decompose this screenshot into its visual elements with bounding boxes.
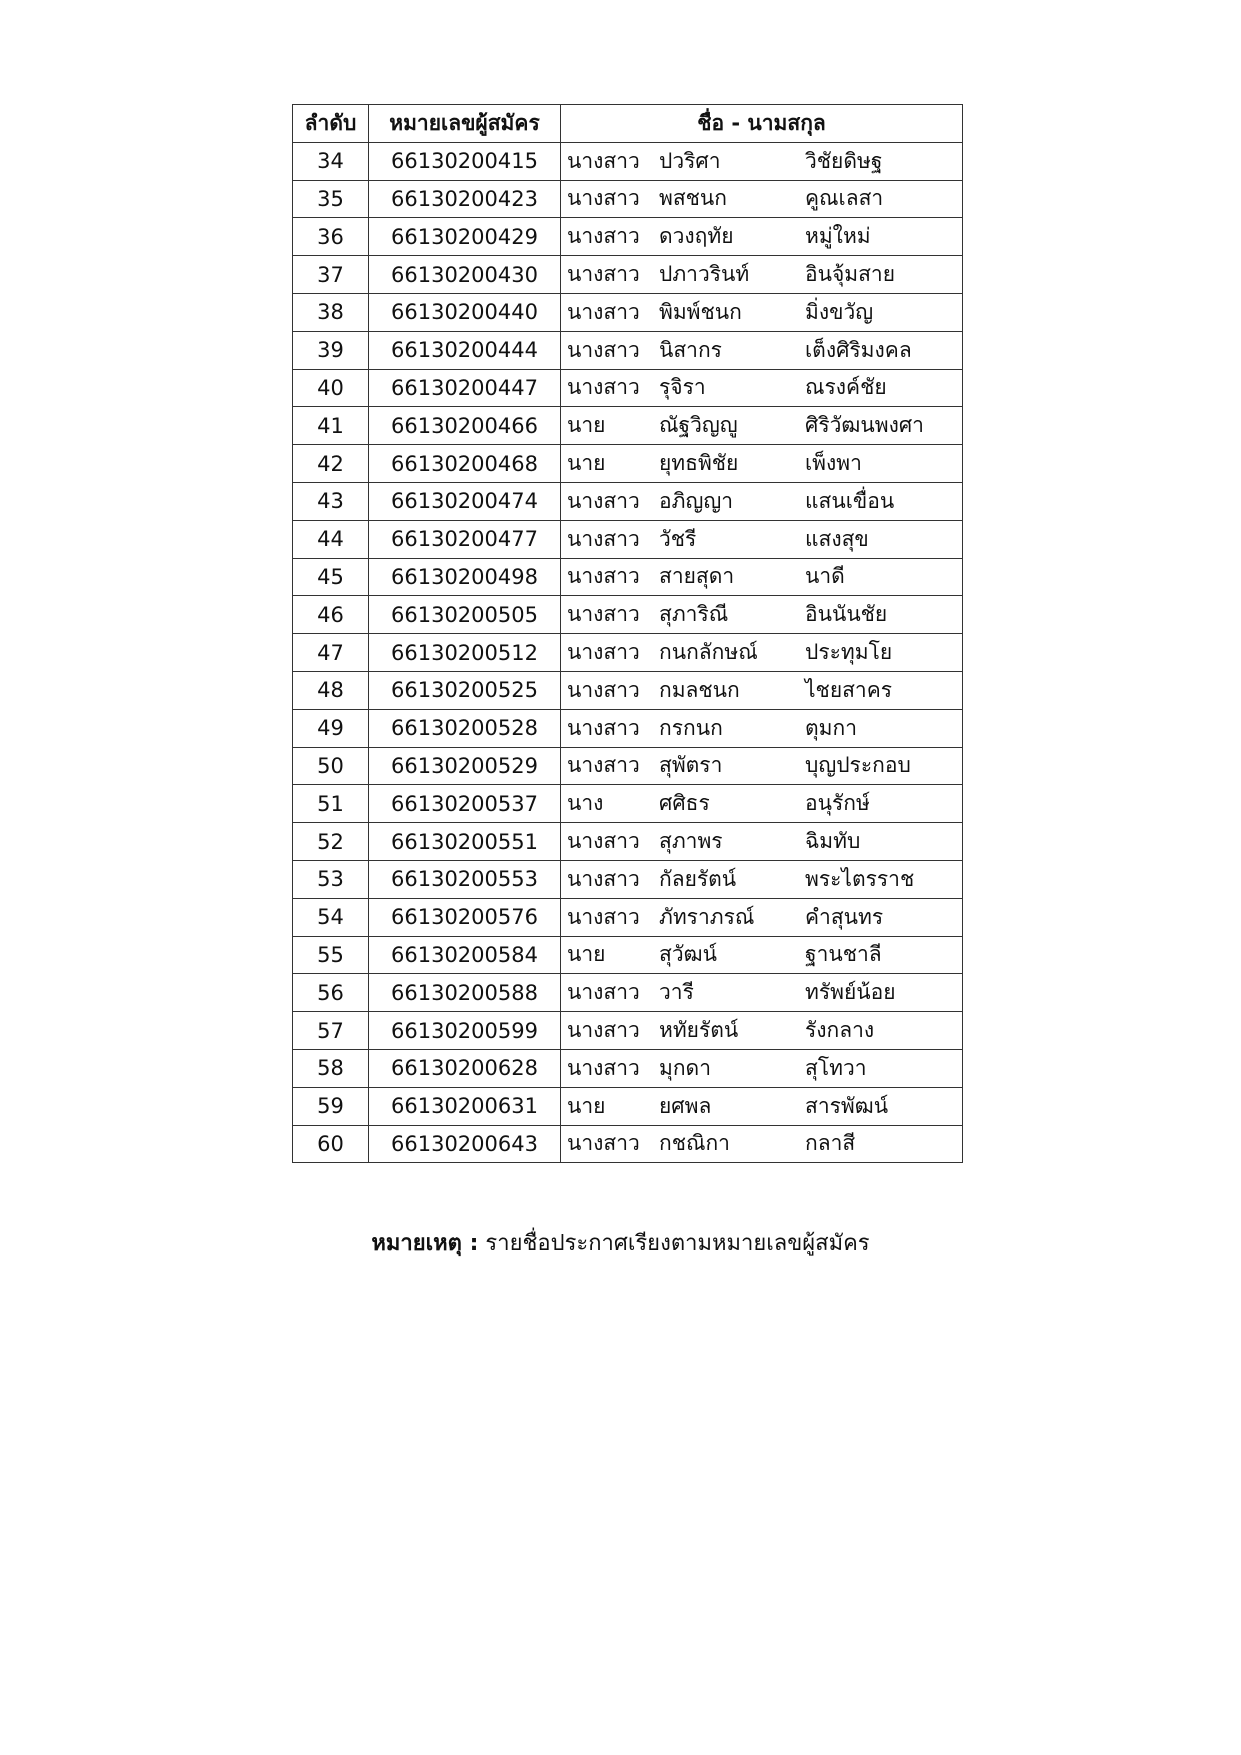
row-no: 37 (293, 256, 369, 294)
row-last-name: คำสุนทร (805, 904, 884, 929)
row-full-name (561, 1012, 963, 1050)
applicant-table (292, 104, 963, 1163)
remark (0, 1225, 1241, 1260)
row-first-name: ยศพล (659, 1093, 712, 1118)
header-full-name: ชื่อ - นามสกุล (561, 105, 963, 143)
row-first-name: ศศิธร (659, 791, 710, 816)
row-applicant-id: 66130200588 (369, 974, 561, 1012)
row-full-name (561, 709, 963, 747)
row-full-name (561, 634, 963, 672)
row-applicant-id: 66130200553 (369, 860, 561, 898)
remark-label: หมายเหตุ : (371, 1231, 479, 1256)
row-first-name: สุวัฒน์ (659, 942, 717, 967)
row-full-name (561, 936, 963, 974)
table-row (293, 634, 963, 672)
row-applicant-id: 66130200498 (369, 558, 561, 596)
row-applicant-id: 66130200429 (369, 218, 561, 256)
row-title: นาย (567, 942, 606, 967)
row-title: นางสาว (567, 1055, 640, 1080)
table-row (293, 482, 963, 520)
row-full-name (561, 1049, 963, 1087)
row-full-name (561, 369, 963, 407)
row-applicant-id: 66130200643 (369, 1125, 561, 1163)
row-first-name: สุภาพร (659, 829, 723, 854)
row-title: นางสาว (567, 866, 640, 891)
row-no: 54 (293, 898, 369, 936)
row-applicant-id: 66130200529 (369, 747, 561, 785)
row-first-name: มุกดา (659, 1055, 711, 1080)
row-no: 49 (293, 709, 369, 747)
row-last-name: ฐานชาลี (805, 942, 882, 967)
row-title: นาย (567, 1093, 606, 1118)
row-first-name: วัชรี (659, 526, 697, 551)
table-row (293, 142, 963, 180)
row-no: 39 (293, 331, 369, 369)
row-first-name: กรกนก (659, 715, 723, 740)
row-first-name: ปวริศา (659, 148, 721, 173)
row-no: 48 (293, 671, 369, 709)
row-first-name: พสชนก (659, 186, 727, 211)
row-no: 53 (293, 860, 369, 898)
row-first-name: สุภาริณี (659, 602, 729, 627)
row-no: 52 (293, 823, 369, 861)
row-full-name (561, 218, 963, 256)
row-last-name: รังกลาง (805, 1018, 875, 1043)
table-row (293, 520, 963, 558)
row-title: นางสาว (567, 564, 640, 589)
row-last-name: หมู่ใหม่ (805, 224, 871, 249)
row-title: นางสาว (567, 375, 640, 400)
row-title: นาง (567, 791, 604, 816)
table-row (293, 180, 963, 218)
row-title: นางสาว (567, 224, 640, 249)
table-row (293, 1125, 963, 1163)
table-row (293, 671, 963, 709)
row-last-name: อนุรักษ์ (805, 791, 870, 816)
row-applicant-id: 66130200466 (369, 407, 561, 445)
row-full-name (561, 180, 963, 218)
row-first-name: ภัทราภรณ์ (659, 904, 755, 929)
row-first-name: วารี (659, 980, 694, 1005)
row-full-name (561, 898, 963, 936)
row-title: นางสาว (567, 299, 640, 324)
row-no: 35 (293, 180, 369, 218)
row-no: 45 (293, 558, 369, 596)
row-last-name: วิชัยดิษฐ (805, 148, 883, 173)
row-last-name: ประทุมโย (805, 640, 893, 665)
row-title: นางสาว (567, 640, 640, 665)
row-last-name: พระไตรราช (805, 866, 915, 891)
row-applicant-id: 66130200512 (369, 634, 561, 672)
row-last-name: ณรงค์ชัย (805, 375, 887, 400)
row-full-name (561, 860, 963, 898)
row-applicant-id: 66130200628 (369, 1049, 561, 1087)
row-full-name (561, 974, 963, 1012)
row-last-name: เพ็งพา (805, 451, 862, 476)
header-no: ลำดับ (293, 105, 369, 143)
table-row (293, 1012, 963, 1050)
row-applicant-id: 66130200576 (369, 898, 561, 936)
row-first-name: นิสากร (659, 337, 722, 362)
table-header-row (293, 105, 963, 143)
row-full-name (561, 293, 963, 331)
row-full-name (561, 785, 963, 823)
row-no: 59 (293, 1087, 369, 1125)
row-applicant-id: 66130200440 (369, 293, 561, 331)
table-row (293, 1087, 963, 1125)
row-no: 51 (293, 785, 369, 823)
row-applicant-id: 66130200584 (369, 936, 561, 974)
table-row (293, 785, 963, 823)
row-applicant-id: 66130200444 (369, 331, 561, 369)
row-first-name: หทัยรัตน์ (659, 1018, 739, 1043)
row-first-name: อภิญญา (659, 488, 734, 513)
remark-text: รายชื่อประกาศเรียงตามหมายเลขผู้สมัคร (485, 1231, 870, 1256)
row-applicant-id: 66130200468 (369, 445, 561, 483)
row-no: 56 (293, 974, 369, 1012)
row-last-name: แสงสุข (805, 526, 869, 551)
row-first-name: สายสุดา (659, 564, 735, 589)
row-applicant-id: 66130200423 (369, 180, 561, 218)
row-first-name: สุพัตรา (659, 753, 723, 778)
row-first-name: กมลชนก (659, 677, 740, 702)
row-no: 55 (293, 936, 369, 974)
row-applicant-id: 66130200528 (369, 709, 561, 747)
row-applicant-id: 66130200599 (369, 1012, 561, 1050)
row-title: นางสาว (567, 186, 640, 211)
row-full-name (561, 1087, 963, 1125)
row-title: นางสาว (567, 1018, 640, 1043)
row-last-name: บุญประกอบ (805, 753, 911, 778)
row-title: นางสาว (567, 526, 640, 551)
row-full-name (561, 256, 963, 294)
row-no: 36 (293, 218, 369, 256)
row-last-name: คูณเลสา (805, 186, 884, 211)
row-full-name (561, 331, 963, 369)
table-row (293, 709, 963, 747)
table-row (293, 331, 963, 369)
row-applicant-id: 66130200537 (369, 785, 561, 823)
row-title: นางสาว (567, 337, 640, 362)
row-full-name (561, 445, 963, 483)
row-last-name: อินจุ้มสาย (805, 262, 896, 287)
table-row (293, 823, 963, 861)
row-no: 34 (293, 142, 369, 180)
row-applicant-id: 66130200415 (369, 142, 561, 180)
row-applicant-id: 66130200505 (369, 596, 561, 634)
row-no: 47 (293, 634, 369, 672)
row-no: 40 (293, 369, 369, 407)
table-row (293, 974, 963, 1012)
row-title: นางสาว (567, 677, 640, 702)
table-row (293, 936, 963, 974)
row-full-name (561, 671, 963, 709)
row-last-name: อินนันชัย (805, 602, 888, 627)
row-title: นางสาว (567, 1131, 640, 1156)
row-full-name (561, 596, 963, 634)
table-row (293, 218, 963, 256)
row-last-name: ฉิมทับ (805, 829, 861, 854)
row-no: 41 (293, 407, 369, 445)
row-first-name: พิมพ์ชนก (659, 299, 742, 324)
row-applicant-id: 66130200474 (369, 482, 561, 520)
header-applicant-id: หมายเลขผู้สมัคร (369, 105, 561, 143)
table-row (293, 747, 963, 785)
row-last-name: สุโทวา (805, 1055, 867, 1080)
row-title: นางสาว (567, 980, 640, 1005)
table-row (293, 256, 963, 294)
row-full-name (561, 482, 963, 520)
table-row (293, 369, 963, 407)
row-first-name: ณัฐวิญญู (659, 413, 738, 438)
row-last-name: กลาสี (805, 1131, 856, 1156)
row-applicant-id: 66130200631 (369, 1087, 561, 1125)
row-full-name (561, 558, 963, 596)
row-applicant-id: 66130200447 (369, 369, 561, 407)
row-first-name: ยุทธพิชัย (659, 451, 739, 476)
row-no: 44 (293, 520, 369, 558)
table-body (293, 142, 963, 1163)
row-title: นาย (567, 413, 606, 438)
row-first-name: ปภาวรินท์ (659, 262, 750, 287)
row-full-name (561, 142, 963, 180)
table-row (293, 1049, 963, 1087)
row-title: นาย (567, 451, 606, 476)
table-row (293, 558, 963, 596)
row-full-name (561, 823, 963, 861)
row-full-name (561, 407, 963, 445)
row-first-name: กัลยรัตน์ (659, 866, 737, 891)
row-first-name: กนกลักษณ์ (659, 640, 758, 665)
row-no: 60 (293, 1125, 369, 1163)
row-last-name: ตุมกา (805, 715, 857, 740)
row-first-name: กชณิกา (659, 1131, 730, 1156)
table-row (293, 596, 963, 634)
row-no: 46 (293, 596, 369, 634)
row-title: นางสาว (567, 262, 640, 287)
row-last-name: มิ่งขวัญ (805, 299, 874, 324)
row-last-name: สารพัฒน์ (805, 1093, 889, 1118)
table-row (293, 445, 963, 483)
row-no: 43 (293, 482, 369, 520)
row-last-name: แสนเขื่อน (805, 488, 895, 513)
row-title: นางสาว (567, 148, 640, 173)
row-last-name: ทรัพย์น้อย (805, 980, 896, 1005)
row-no: 58 (293, 1049, 369, 1087)
row-no: 57 (293, 1012, 369, 1050)
table-row (293, 860, 963, 898)
row-applicant-id: 66130200525 (369, 671, 561, 709)
row-title: นางสาว (567, 829, 640, 854)
row-last-name: เต็งศิริมงคล (805, 337, 912, 362)
row-title: นางสาว (567, 753, 640, 778)
row-full-name (561, 520, 963, 558)
row-full-name (561, 1125, 963, 1163)
row-title: นางสาว (567, 904, 640, 929)
row-applicant-id: 66130200477 (369, 520, 561, 558)
row-last-name: ไชยสาคร (805, 677, 893, 702)
row-full-name (561, 747, 963, 785)
table-row (293, 407, 963, 445)
row-no: 42 (293, 445, 369, 483)
row-first-name: ดวงฤทัย (659, 224, 734, 249)
row-title: นางสาว (567, 602, 640, 627)
row-no: 38 (293, 293, 369, 331)
row-title: นางสาว (567, 715, 640, 740)
row-applicant-id: 66130200430 (369, 256, 561, 294)
row-no: 50 (293, 747, 369, 785)
row-last-name: นาดี (805, 564, 845, 589)
row-applicant-id: 66130200551 (369, 823, 561, 861)
table-row (293, 898, 963, 936)
row-title: นางสาว (567, 488, 640, 513)
row-last-name: ศิริวัฒนพงศา (805, 413, 924, 438)
row-first-name: รุจิรา (659, 375, 706, 400)
table-row (293, 293, 963, 331)
